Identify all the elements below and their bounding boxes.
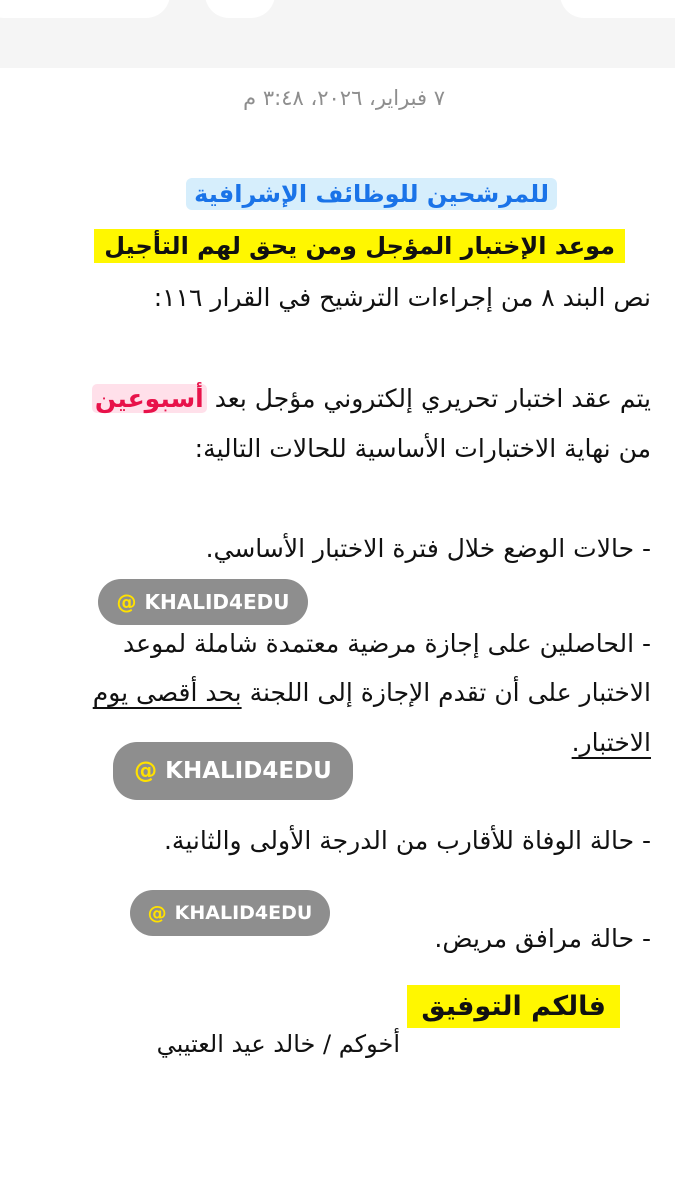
closing-wish: فالكم التوفيق bbox=[407, 985, 620, 1028]
at-sign-icon: @ bbox=[134, 758, 158, 784]
message-timestamp: ٧ فبراير، ٢٠٢٦، ٣:٤٨ م bbox=[243, 86, 445, 110]
clause-reference: نص البند ٨ من إجراءات الترشيح في القرار ١١٦: bbox=[153, 283, 651, 312]
audience-tag: للمرشحين للوظائف الإشرافية bbox=[186, 178, 557, 210]
at-sign-icon: @ bbox=[116, 590, 137, 614]
toolbar-pill-left[interactable] bbox=[0, 0, 170, 18]
watermark-handle: KHALID4EDU bbox=[174, 902, 313, 924]
case-2-line-2-text: الاختبار على أن تقدم الإجازة إلى اللجنة bbox=[249, 678, 651, 707]
watermark-badge bbox=[113, 742, 353, 800]
case-4: - حالة مرافق مريض. bbox=[434, 924, 651, 953]
watermark-badge bbox=[130, 890, 330, 936]
at-sign-icon: @ bbox=[147, 902, 167, 924]
top-bar bbox=[0, 0, 675, 68]
toolbar-pill-middle[interactable] bbox=[205, 0, 275, 18]
duration-highlight: أسبوعين bbox=[92, 384, 207, 413]
body-line-1-text: يتم عقد اختبار تحريري إلكتروني مؤجل بعد bbox=[214, 384, 651, 413]
case-2-line-2 bbox=[93, 677, 651, 708]
body-line-1 bbox=[92, 383, 651, 414]
case-1: - حالات الوضع خلال فترة الاختبار الأساسي. bbox=[205, 534, 651, 563]
watermark-badge bbox=[98, 579, 308, 625]
case-2-line-3: الاختبار. bbox=[571, 728, 651, 757]
body-line-2: من نهاية الاختبارات الأساسية للحالات التالية: bbox=[194, 434, 651, 463]
deadline-underlined: بحد أقصى يوم bbox=[92, 678, 242, 707]
signature: أخوكم / خالد عيد العتيبي bbox=[156, 1030, 400, 1058]
watermark-handle: KHALID4EDU bbox=[144, 590, 290, 614]
watermark-handle: KHALID4EDU bbox=[165, 758, 332, 784]
toolbar-pill-right[interactable] bbox=[560, 0, 675, 18]
headline: موعد الإختبار المؤجل ومن يحق لهم التأجيل bbox=[94, 229, 625, 263]
case-3: - حالة الوفاة للأقارب من الدرجة الأولى والثانية. bbox=[163, 826, 651, 855]
case-2-line-1: - الحاصلين على إجازة مرضية معتمدة شاملة لموعد bbox=[123, 629, 651, 658]
